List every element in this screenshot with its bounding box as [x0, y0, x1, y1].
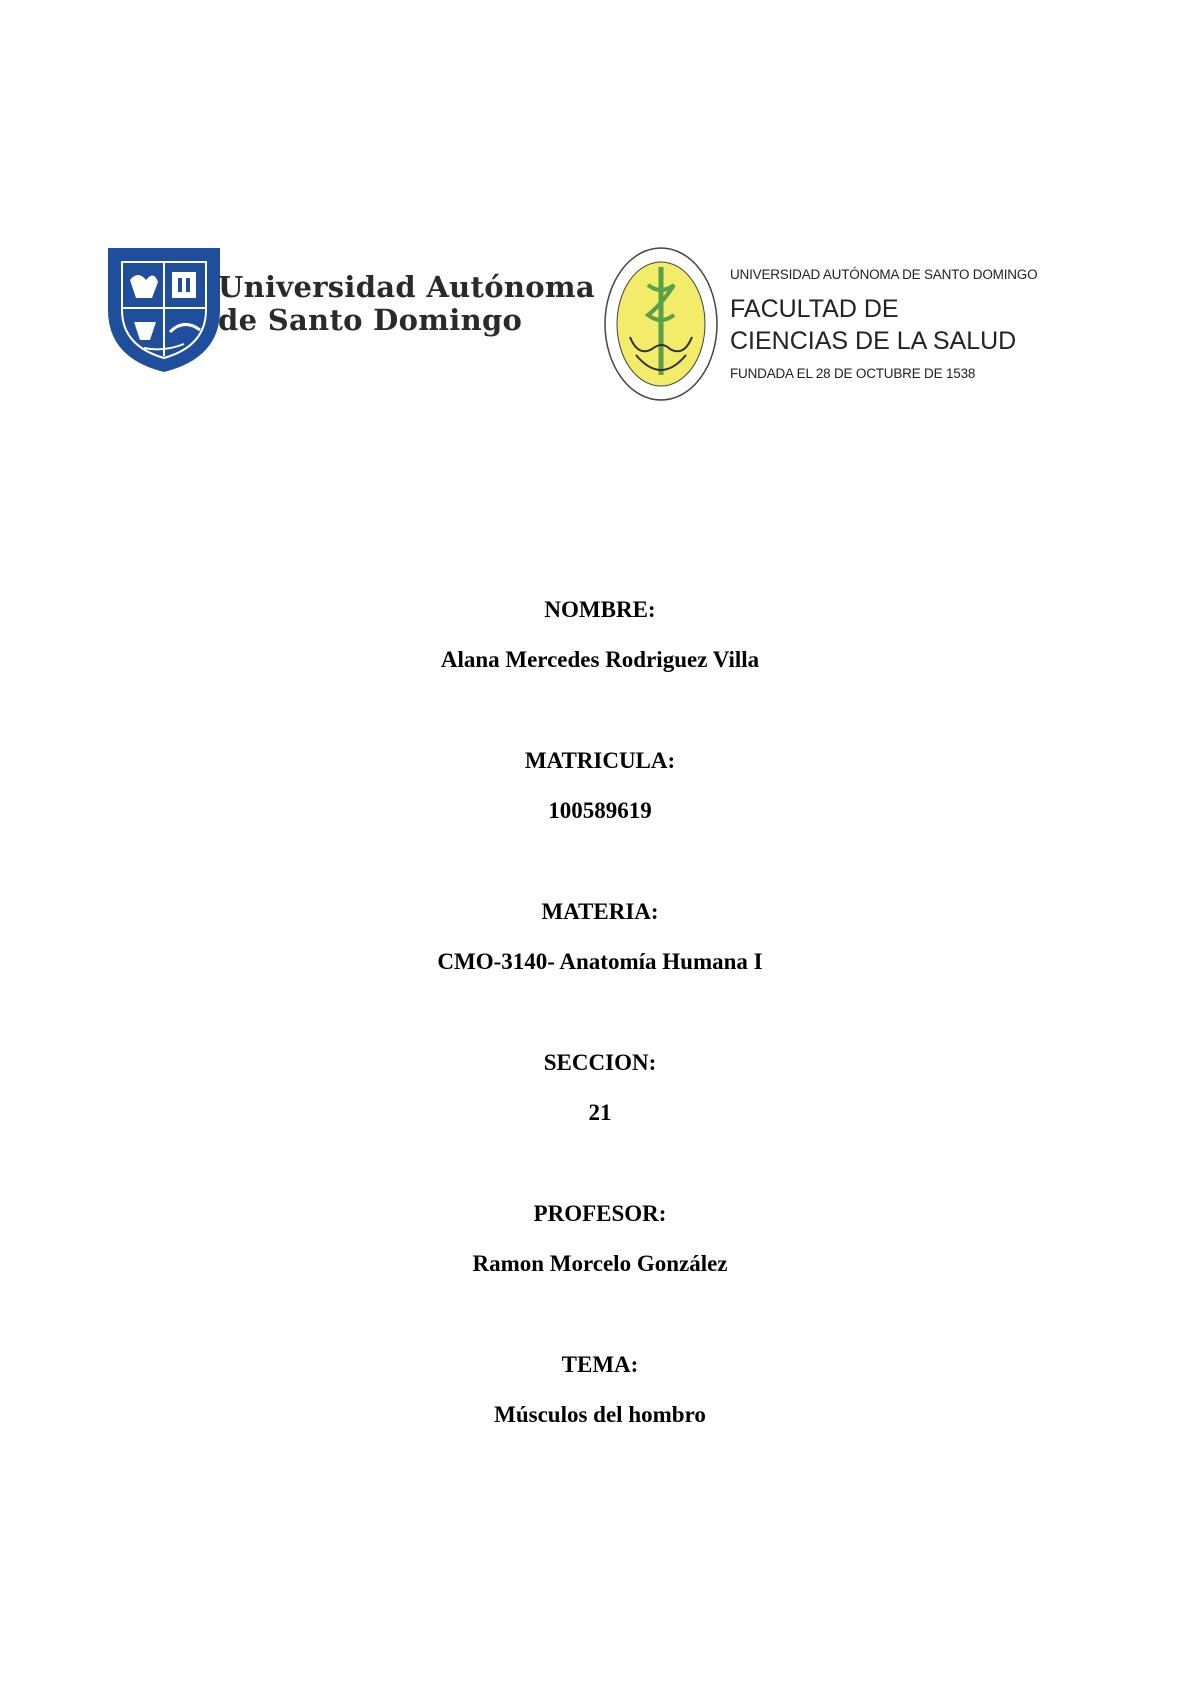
faculty-logo [602, 245, 1062, 405]
field-value: CMO-3140- Anatomía Humana I [437, 949, 763, 974]
field-value: 100589619 [548, 798, 652, 823]
faculty-seal-icon [602, 245, 720, 403]
field-materia [0, 898, 1200, 1049]
field-label: MATRICULA: [524, 748, 676, 773]
field-tema [0, 1351, 1200, 1502]
uasd-name-line1: Universidad Autónoma [218, 270, 595, 304]
field-value: Ramon Morcelo González [472, 1251, 728, 1276]
field-profesor [0, 1200, 1200, 1351]
uasd-seal-icon [100, 240, 228, 376]
field-label: MATERIA: [541, 899, 659, 924]
student-info [0, 596, 1200, 1502]
field-label: PROFESOR: [533, 1201, 667, 1226]
uasd-logo [100, 240, 595, 380]
field-nombre [0, 596, 1200, 747]
field-label: NOMBRE: [544, 597, 656, 622]
field-seccion [0, 1049, 1200, 1200]
uasd-name [218, 270, 595, 337]
field-label: SECCION: [543, 1050, 657, 1075]
field-label: TEMA: [561, 1352, 639, 1377]
field-value: 21 [588, 1100, 612, 1125]
field-value: Músculos del hombro [494, 1402, 706, 1427]
faculty-university-name: UNIVERSIDAD AUTÓNOMA DE SANTO DOMINGO [730, 267, 1038, 282]
field-matricula [0, 747, 1200, 898]
field-value: Alana Mercedes Rodriguez Villa [440, 647, 760, 672]
faculty-title [730, 293, 1016, 357]
faculty-title-line2: CIENCIAS DE LA SALUD [730, 327, 1017, 355]
uasd-name-line2: de Santo Domingo [218, 303, 523, 337]
faculty-title-line1: FACULTAD DE [730, 295, 899, 323]
faculty-founded: FUNDADA EL 28 DE OCTUBRE DE 1538 [730, 366, 976, 381]
